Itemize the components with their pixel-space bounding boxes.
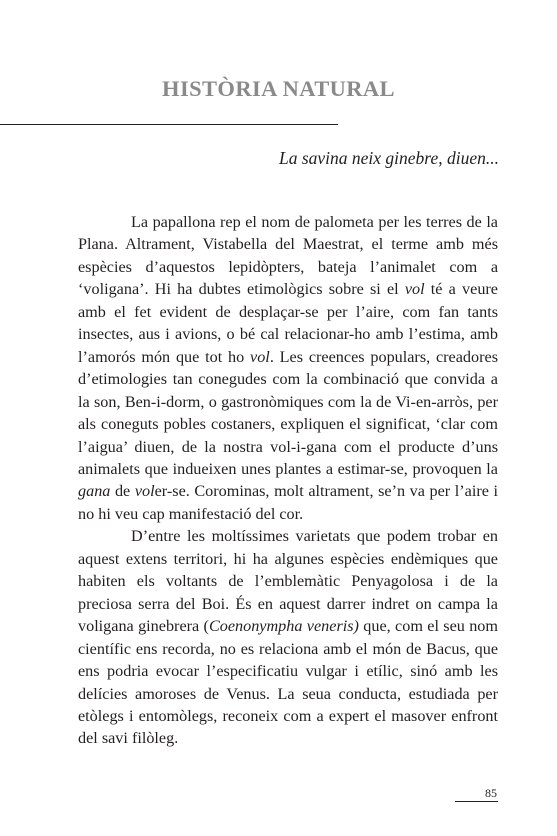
paragraph bbox=[78, 211, 498, 525]
text-run: . Les creences populars, creadores d’etimologies tan conegudes com la combinació que convida a la son, Ben-i-dorm, o gastronòmiques com la de Vi-en-arròs, per als coneguts pobles costaners, expliquen el significat, ‘clar com l’aigua’ diuen, de la nostra vol-i-gana com el producte d’uns animalets que indueixen unes plantes a estimar-se, provoquen la bbox=[78, 347, 498, 478]
text-run: La papallona rep el nom de palometa per les terres de la Plana. Altrament, Vistabella del Maestrat, el terme amb més espècies d’aquestos lepidòpters, bateja l’animalet com a ‘voligana’. Hi ha dubtes etimològics sobre si el bbox=[78, 213, 498, 299]
title-rule bbox=[0, 124, 338, 125]
epigraph: La savina neix ginebre, diuen... bbox=[278, 148, 499, 168]
page-number-rule bbox=[455, 801, 498, 802]
page-number: 85 bbox=[485, 786, 497, 800]
text-run: er-se. Corominas, molt altrament, se’n va per l’aire i no hi veu cap manifestació del cor. bbox=[78, 482, 499, 523]
text-run: de bbox=[110, 482, 135, 501]
italic-run: Coenonympha veneris) bbox=[208, 617, 359, 636]
text-run: D’entre les moltíssimes varietats que podem trobar en aquest extens territori, hi ha algunes espècies endèmiques que habiten els voltants de l’emblemàtic Penyagolosa i de la preciosa serra del Boi. És en aquest darrer indret on campa la voligana ginebrera ( bbox=[78, 527, 498, 636]
text-run: que, com el seu nom científic ens recorda, no es relaciona amb el món de Bacus, que ens podria evocar l’especificatiu vulgar i etílic, sinó amb les delícies amoroses de Venus. La seua conducta, estudiada per etòlegs i entomòlegs, reconeix com a expert el masover enfront del savi filòleg. bbox=[78, 617, 498, 748]
section-title: HISTÒRIA NATURAL bbox=[162, 76, 395, 101]
text-run: té a veure amb el fet evident de desplaçar-se per l’aire, com fan tants insectes, aus i avions, o bé cal relacionar-ho amb l’estima, amb l’amorós món que tot ho bbox=[78, 280, 498, 366]
italic-run: vol bbox=[404, 280, 425, 299]
italic-run: vol bbox=[134, 482, 155, 501]
paragraph bbox=[78, 525, 498, 750]
italic-run: vol bbox=[250, 347, 270, 366]
italic-run: gana bbox=[78, 482, 111, 501]
body-text bbox=[78, 211, 498, 750]
